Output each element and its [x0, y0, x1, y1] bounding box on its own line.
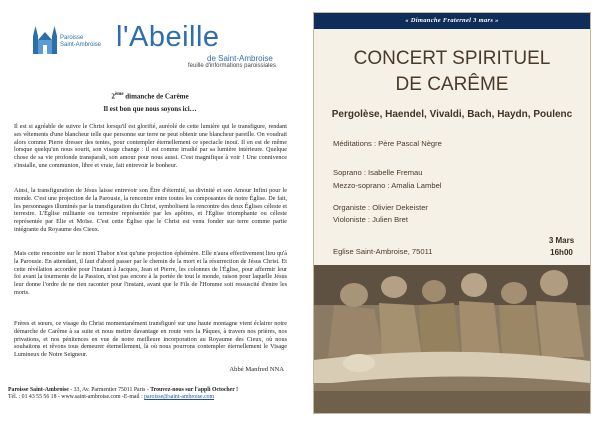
concert-date-time: [539, 235, 584, 259]
bulletin-title: l'Abeille: [116, 21, 220, 53]
concert-title: [314, 46, 590, 98]
bulletin-tagline: feuille d'informations paroissiales: [188, 63, 276, 69]
concert-title-line1: CONCERT SPIRITUEL: [353, 48, 551, 69]
organist-credit: Organiste : Olivier Dekeister: [333, 203, 428, 212]
concert-time: 16h00: [550, 248, 573, 257]
parish-logo-line1: Paroisse: [60, 35, 84, 41]
event-banner: « Dimanche Fraternel 3 mars »: [314, 13, 590, 29]
soprano-credit: Soprano : Isabelle Fremau: [333, 168, 423, 177]
footer-app-promo: Trouvez-nous sur l'appli Octocher !: [150, 387, 239, 393]
concert-title-line2: DE CARÊME: [395, 74, 509, 95]
article-subtitle: Il est bon que nous soyons ici…: [103, 105, 197, 113]
bulletin-subtitle: de Saint-Ambroise: [207, 54, 273, 63]
footer-address: - 33, Av. Parmentier 75011 Paris -: [68, 387, 151, 393]
concert-venue: Eglise Saint-Ambroise, 75011: [333, 247, 433, 256]
sunday-heading-text: dimanche de Carême: [123, 92, 189, 101]
article-paragraph-3: Mais cette rencontre sur le mont Thabor n'est qu'une projection éphémère. Elle n'aura effectivement lieu qu'à la Parousie. En attendant, il faut d'abord passer par le chemin de la mort et la résurrection de Jésus Christ. Et cette révélation accordée pour l'instant à Jacques, Jean et Pierre, les colonnes de l'Église, pour affermir leur foi avant la tourmente de la Passion, n'est pas encore à la portée de tout le monde, raison pour laquelle Jésus leur donne l'ordre de ne rien raconter pour l'instant, avant que le Fils de l'Homme soit ressuscité d'entre les morts.: [14, 250, 287, 296]
article-paragraph-2: Ainsi, la transfiguration de Jésus laisse entrevoir son Être d'éternité, sa divinité et son Amour Infini pour le monde. C'est une projection de la Parousie, la rencontre entre toutes les composantes de notre Église. De fait, les personnages illuminés par la transfiguration du Christ, symbolisent la rencontre des deux Églises céleste et terrestre. L'Église militante ou terrestre représentée par les apôtres, et l'Église triomphante ou céleste représentée par Elie et Moïse. C'est cette Église que le Christ est venu fonder sur terre comme partie intégrante du Royaume des Cieux.: [14, 187, 287, 233]
concert-date: 3 Mars: [548, 236, 575, 245]
footer-line-2: [8, 394, 300, 401]
church-logo-icon: [30, 22, 60, 56]
sunday-ordinal: 2: [111, 92, 115, 101]
footer-contact: Tél. : 01 43 55 56 18 - www.saint-ambroise.com -E-mail :: [8, 394, 145, 400]
violinist-credit: Violoniste : Julien Bret: [333, 215, 408, 224]
footer-line-1: [8, 387, 300, 394]
sunday-heading: [0, 91, 300, 100]
mezzo-soprano-credit: Mezzo-soprano : Amalia Lambel: [333, 181, 442, 190]
bulletin-footer: [8, 387, 300, 401]
parish-logo-label: [60, 35, 101, 49]
parish-logo-line2: Saint-Ambroise: [60, 42, 102, 48]
meditations-credit: Méditations : Père Pascal Nègre: [333, 139, 442, 148]
article-signature: Abbé Manfred NNA: [229, 366, 284, 373]
footer-email-link[interactable]: paroisse@saint-ambroise.com: [144, 394, 215, 400]
composer-list: Pergolèse, Haendel, Vivaldi, Bach, Haydn, Poulenc: [331, 109, 573, 120]
footer-parish-name: Paroisse Saint-Ambroise: [8, 387, 69, 393]
article-paragraph-1: Il est si agréable de suivre le Christ lorsqu'il est glorifié, auréolé de cette lumière qui le transfigure, rendant ses vêtements d'une blancheur telle que personne sur terre ne peut obtenir une blancheur pareille. On voudrait alors comme Pierre dresser des tentes, pour contempler éternellement ce spectacle inouï. Il en est de même lorsque quelqu'un nous sourit, son visage change : il est comme irradié par sa lumière intérieure. Quelque chose de sa vie profonde transparaît, son amour pour nous aussi. C'est magnifique à voir ! Une connivence s'installe, une communion, libre et vraie, fait entrevoir le bonheur.: [14, 123, 287, 169]
sculpture-photo: [314, 265, 590, 413]
concert-flyer: [313, 12, 591, 414]
sunday-ordinal-suffix: ème: [114, 92, 124, 97]
article-paragraph-4: Frères et sœurs, ce visage du Christ momentanément transfiguré sur une haute montagne vient éclairer notre démarche de Carême à sa suite et nous mettre davantage en route vers la Pâques, à travers nos prières, nos privations, et nos pénitences en vue de notre meilleure incorporation au Royaume des Cieux, où nous souhaitons et rêvons tous demeurer éternellement, là où nous pourrons contempler éternellement le Visage Lumineux de Notre Seigneur.: [14, 320, 287, 358]
